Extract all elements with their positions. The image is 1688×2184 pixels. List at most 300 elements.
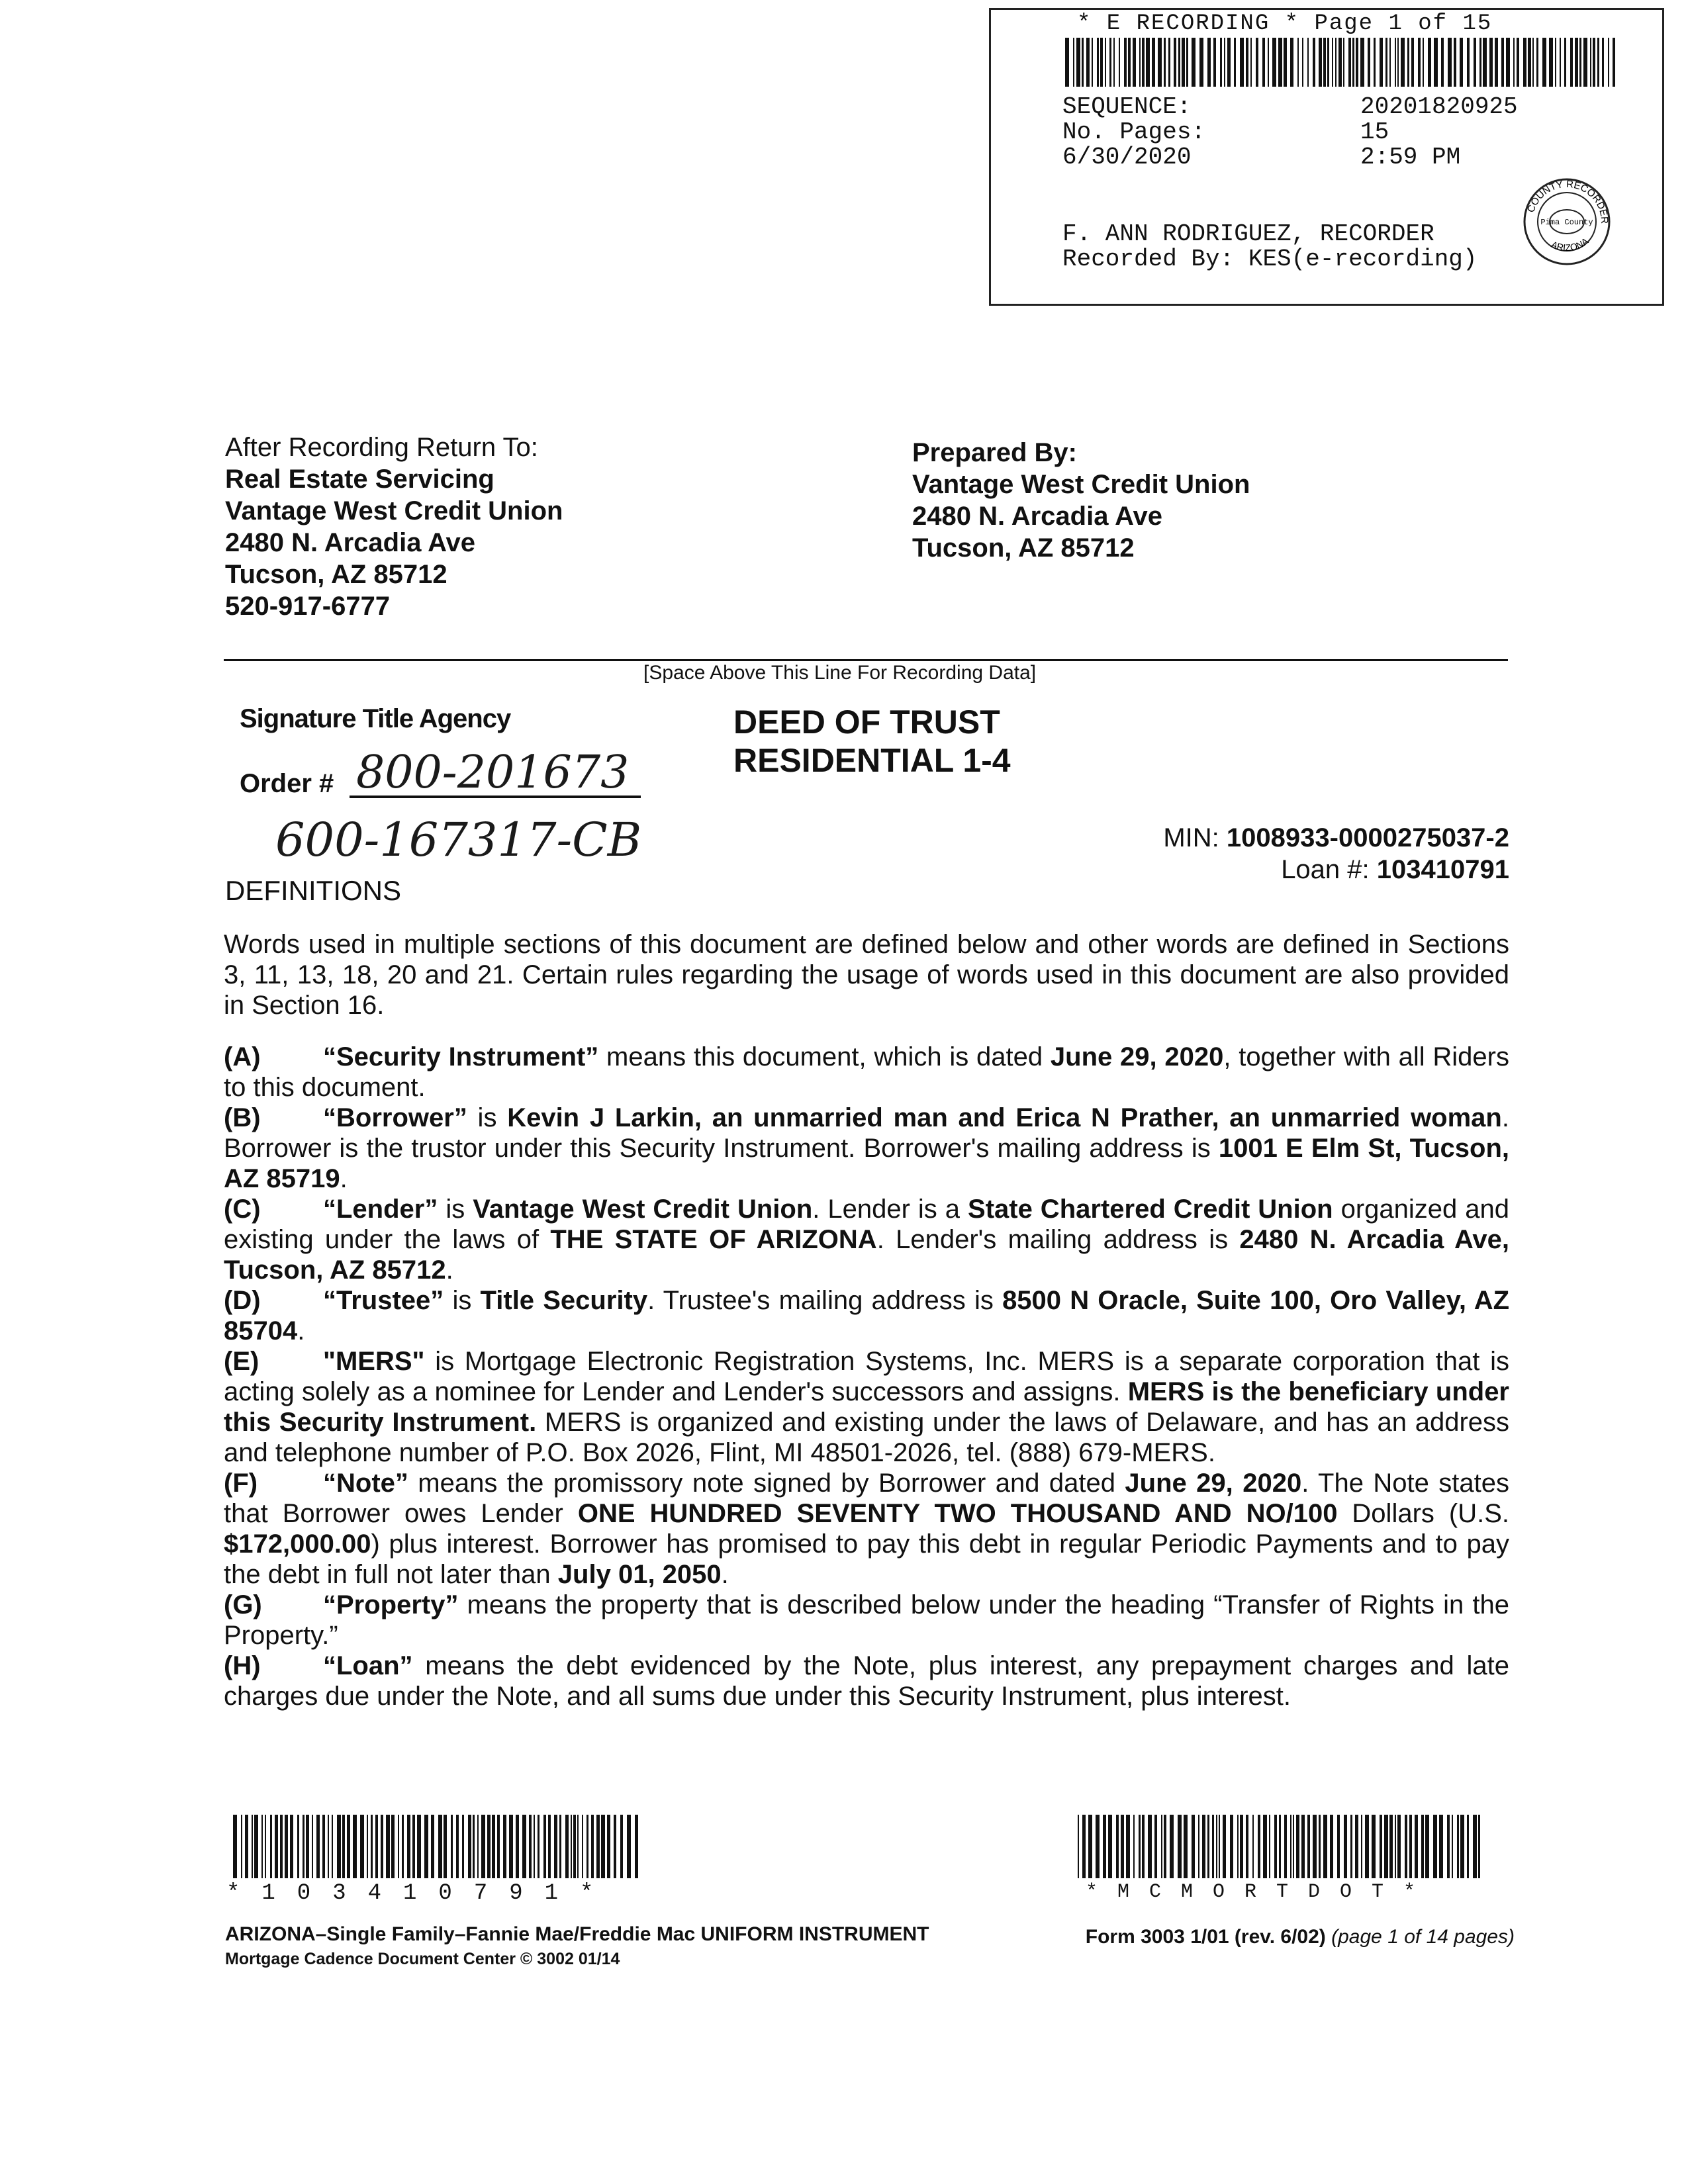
min-value: 1008933-0000275037-2	[1226, 823, 1509, 852]
seal-text-center: Pima County	[1540, 218, 1593, 227]
barcode-bar	[497, 1815, 500, 1878]
return-to-line5: 520-917-6777	[225, 592, 391, 621]
barcode-bar	[529, 1815, 532, 1878]
barcode-bar	[360, 1815, 364, 1878]
barcode-bar	[375, 1815, 378, 1878]
definition-c-state: THE STATE OF ARIZONA	[550, 1225, 877, 1254]
barcode-bar	[1361, 1815, 1362, 1878]
barcode-bar	[559, 1815, 561, 1878]
definition-c-text3: organized and existing under the laws of	[224, 1195, 1509, 1254]
barcode-bar	[1549, 38, 1553, 87]
barcode-bar	[1234, 38, 1236, 87]
barcode-bar	[1199, 38, 1203, 87]
barcode-bar	[1467, 1815, 1469, 1878]
barcode-bar	[1103, 1815, 1106, 1878]
barcode-bar	[582, 1815, 583, 1878]
barcode-bar	[1409, 1815, 1412, 1878]
barcode-bar	[265, 1815, 266, 1878]
barcode-bar	[1355, 1815, 1358, 1878]
barcode-bar	[1284, 38, 1287, 87]
definition-a-term: “Security Instrument”	[323, 1042, 599, 1071]
barcode-bar	[444, 1815, 447, 1878]
barcode-bar	[1252, 1815, 1254, 1878]
recording-date: 6/30/2020	[1062, 144, 1192, 171]
definition-f-text2: . The Note states that Borrower owes Lender	[224, 1469, 1509, 1528]
barcode-bar	[1192, 1815, 1195, 1878]
barcode-bar	[1434, 38, 1438, 87]
barcode-bar	[1220, 38, 1222, 87]
barcode-bar	[1230, 1815, 1233, 1878]
barcode-bar	[1088, 1815, 1092, 1878]
barcode-bar	[1448, 38, 1452, 87]
return-to-line1: Real Estate Servicing	[225, 465, 494, 494]
definition-g-term: “Property”	[323, 1590, 459, 1619]
barcode-bar	[1174, 38, 1176, 87]
barcode-bar	[1352, 38, 1354, 87]
barcode-bar	[548, 1815, 551, 1878]
barcode-bar	[290, 1815, 293, 1878]
return-to-line2: Vantage West Credit Union	[225, 496, 563, 525]
barcode-bar	[1457, 1815, 1459, 1878]
barcode-bar	[1164, 38, 1166, 87]
footer-instrument-line	[225, 1923, 929, 1946]
barcode-bar	[586, 1815, 588, 1878]
barcode-bar	[1207, 1815, 1209, 1878]
barcode-bar	[431, 1815, 434, 1878]
barcode-bar	[1258, 1815, 1260, 1878]
barcode-bar	[1154, 1815, 1157, 1878]
order-number-label: Order #	[240, 769, 334, 798]
barcode-bar	[280, 1815, 283, 1878]
barcode-bar	[1100, 38, 1103, 87]
definition-f-amount: $172,000.00	[224, 1529, 371, 1559]
barcode-bar	[1532, 38, 1534, 87]
barcode-bar	[1262, 38, 1265, 87]
barcode-bar	[1401, 38, 1405, 87]
barcode-bar	[1523, 38, 1526, 87]
barcode-bar	[577, 1815, 579, 1878]
barcode-bar	[1454, 38, 1456, 87]
barcode-bar	[424, 1815, 428, 1878]
recording-header: * E RECORDING * Page 1 of 15	[1077, 11, 1493, 36]
barcode-bar	[1337, 1815, 1340, 1878]
svg-text:ARIZONA	[1550, 236, 1591, 253]
barcode-bar	[596, 1815, 600, 1878]
barcode-bar	[1274, 1815, 1277, 1878]
barcode-bar	[1182, 38, 1185, 87]
barcode-bar	[1460, 1815, 1464, 1878]
barcode-bar	[1421, 1815, 1424, 1878]
barcode-bar	[1296, 1815, 1299, 1878]
barcode-bar	[565, 1815, 569, 1878]
barcode-bar	[1082, 1815, 1086, 1878]
barcode-bar	[1082, 38, 1084, 87]
barcode-bar	[1323, 38, 1326, 87]
definition-c-name: Vantage West Credit Union	[473, 1195, 813, 1224]
barcode-bar	[1479, 38, 1481, 87]
definition-e-bold: MERS is the beneficiary under this Security Instrument.	[224, 1377, 1509, 1437]
barcode-bar	[1579, 38, 1581, 87]
barcode-bar	[241, 1815, 242, 1878]
barcode-bar	[1395, 1815, 1396, 1878]
barcode-bar	[1097, 38, 1099, 87]
definition-f-text1: means the promissory note signed by Borrower and dated	[408, 1469, 1125, 1498]
barcode-bar	[1158, 38, 1162, 87]
barcode-bar	[1418, 38, 1421, 87]
barcode-bar	[1076, 38, 1080, 87]
recorded-by: Recorded By: KES(e-recording)	[1062, 246, 1477, 273]
barcode-bar	[1078, 1815, 1079, 1878]
barcode-bar	[1489, 38, 1493, 87]
barcode-bar	[1186, 38, 1188, 87]
definition-c-type: State Chartered Credit Union	[968, 1195, 1333, 1224]
definition-a-text2: , together with all Riders to this document.	[224, 1042, 1509, 1102]
barcode-bar	[322, 1815, 325, 1878]
definition-f-due-date: July 01, 2050	[557, 1560, 722, 1589]
barcode-bar	[1405, 1815, 1407, 1878]
barcode-bar	[481, 1815, 485, 1878]
barcode-bar	[1313, 1815, 1317, 1878]
barcode-bar	[1447, 1815, 1450, 1878]
barcode-bar	[1389, 38, 1391, 87]
barcode-bar	[1452, 1815, 1453, 1878]
barcode-bar	[1483, 38, 1487, 87]
form-barcode-text: *MCMORTDOT*	[1086, 1881, 1436, 1903]
barcode-bar	[543, 1815, 546, 1878]
barcode-bar	[1501, 38, 1504, 87]
definition-g-text1: means the property that is described below under the heading “Transfer of Rights in the Property.”	[224, 1590, 1509, 1650]
barcode-bar	[1570, 38, 1573, 87]
definition-a-date: June 29, 2020	[1050, 1042, 1224, 1071]
barcode-bar	[1389, 1815, 1393, 1878]
definition-d	[224, 1285, 1509, 1346]
definition-b-text3: .	[340, 1164, 348, 1193]
barcode-bar	[1542, 38, 1546, 87]
barcode-bar	[1073, 38, 1074, 87]
barcode-bar	[1237, 1815, 1239, 1878]
barcode-bar	[1124, 38, 1127, 87]
seal-text-top: COUNTY RECORDER	[1525, 178, 1611, 224]
barcode-bar	[1202, 1815, 1205, 1878]
barcode-bar	[1164, 1815, 1166, 1878]
barcode-bar	[303, 1815, 305, 1878]
barcode-bar	[1113, 38, 1115, 87]
definition-d-text3: .	[297, 1316, 305, 1345]
barcode-bar	[1313, 38, 1315, 87]
barcode-bar	[1126, 1815, 1130, 1878]
definition-c-address: 2480 N. Arcadia Ave, Tucson, AZ 85712	[224, 1225, 1510, 1285]
barcode-bar	[1433, 1815, 1437, 1878]
definition-c	[224, 1194, 1509, 1285]
loan-barcode	[233, 1815, 643, 1878]
barcode-bar	[1268, 38, 1269, 87]
barcode-bar	[342, 1815, 345, 1878]
barcode-bar	[297, 1815, 299, 1878]
barcode-bar	[1119, 38, 1120, 87]
barcode-bar	[534, 1815, 535, 1878]
definition-h	[224, 1651, 1509, 1711]
barcode-bar	[1290, 38, 1293, 87]
barcode-bar	[1152, 38, 1155, 87]
barcode-bar	[1108, 1815, 1112, 1878]
barcode-bar	[316, 1815, 320, 1878]
definition-b	[224, 1103, 1509, 1194]
pages-value: 15	[1360, 118, 1389, 146]
barcode-bar	[1284, 1815, 1287, 1878]
barcode-bar	[1460, 38, 1463, 87]
barcode-bar	[1597, 38, 1599, 87]
barcode-bar	[635, 1815, 638, 1878]
definition-a-label: (A)	[224, 1042, 261, 1071]
barcode-bar	[462, 1815, 464, 1878]
barcode-bar	[522, 1815, 526, 1878]
definition-c-text1: is	[438, 1195, 473, 1224]
barcode-bar	[1423, 38, 1424, 87]
definition-g-label: (G)	[224, 1590, 262, 1619]
form-barcode	[1078, 1815, 1481, 1878]
barcode-bar	[1178, 38, 1180, 87]
barcode-bar	[573, 1815, 576, 1878]
barcode-bar	[1323, 1815, 1327, 1878]
seal-text-bottom: ARIZONA	[1550, 235, 1591, 253]
min-label: MIN:	[1163, 823, 1219, 852]
barcode-bar	[386, 1815, 390, 1878]
barcode-bar	[1184, 1815, 1188, 1878]
definition-b-label: (B)	[224, 1103, 261, 1132]
sequence-value: 20201820925	[1360, 93, 1518, 120]
prepared-by-label: Prepared By:	[912, 438, 1077, 467]
barcode-bar	[503, 1815, 506, 1878]
barcode-bar	[1385, 38, 1387, 87]
barcode-bar	[1536, 38, 1538, 87]
sequence-label: SEQUENCE:	[1062, 93, 1192, 120]
barcode-bar	[1092, 38, 1093, 87]
barcode-bar	[1142, 38, 1145, 87]
barcode-bar	[1161, 1815, 1162, 1878]
definition-e-text2: MERS is organized and existing under the laws of Delaware, and has an address and telephone number of P.O. Box 2026, Flint, MI 48501-2026, tel. (888) 679-MERS.	[224, 1408, 1510, 1467]
barcode-bar	[407, 1815, 410, 1878]
barcode-bar	[1555, 38, 1556, 87]
definition-h-text1: means the debt evidenced by the Note, plus interest, any prepayment charges and late charges due under the Note, and all sums due under this Security Instrument, plus interest.	[224, 1651, 1509, 1711]
barcode-bar	[1608, 38, 1609, 87]
definition-f-date: June 29, 2020	[1125, 1469, 1302, 1498]
barcode-bar	[554, 1815, 557, 1878]
barcode-bar	[1279, 1815, 1281, 1878]
barcode-bar	[1216, 1815, 1217, 1878]
recording-stamp	[989, 8, 1664, 306]
barcode-bar	[367, 1815, 368, 1878]
barcode-bar	[1602, 38, 1604, 87]
barcode-bar	[1272, 38, 1276, 87]
barcode-bar	[252, 1815, 253, 1878]
definition-f-label: (F)	[224, 1469, 258, 1498]
definitions-intro: Words used in multiple sections of this document are defined below and other words are defined in Sections 3, 11, 13, 18, 20 and 21. Certain rules regarding the usage of words used in this document are also provided in Section 16.	[224, 930, 1509, 1020]
order-number-handwritten-secondary: 600-167317-CB	[275, 813, 642, 867]
return-to-block	[225, 432, 563, 622]
pages-label: No. Pages:	[1062, 118, 1206, 146]
barcode-bar	[1198, 1815, 1199, 1878]
barcode-bar	[1302, 38, 1303, 87]
barcode-bar	[1250, 38, 1252, 87]
barcode-bar	[1415, 1815, 1418, 1878]
barcode-bar	[1613, 38, 1615, 87]
footer-state: ARIZONA	[225, 1923, 316, 1945]
barcode-bar	[1133, 38, 1136, 87]
barcode-bar	[1105, 38, 1106, 87]
barcode-bar	[1344, 1815, 1347, 1878]
barcode-bar	[261, 1815, 263, 1878]
barcode-bar	[353, 1815, 357, 1878]
barcode-bar	[1560, 38, 1561, 87]
document-title	[733, 703, 1011, 780]
barcode-bar	[1212, 1815, 1214, 1878]
barcode-bar	[1170, 1815, 1174, 1878]
barcode-bar	[1148, 1815, 1152, 1878]
definition-e-text1: is Mortgage Electronic Registration Systems, Inc. MERS is a separate corporation that is acting solely as a nominee for Lender and Lender's successors and assigns.	[224, 1347, 1509, 1406]
definition-d-address: 8500 N Oracle, Suite 100, Oro Valley, AZ 85704	[224, 1286, 1510, 1345]
barcode-bar	[1319, 38, 1322, 87]
definition-b-term: “Borrower”	[323, 1103, 467, 1132]
definition-e-term: "MERS"	[323, 1347, 425, 1376]
barcode-bar	[1384, 1815, 1388, 1878]
barcode-bar	[312, 1815, 313, 1878]
barcode-bar	[1439, 1815, 1443, 1878]
barcode-bar	[1348, 38, 1351, 87]
order-number-handwritten: 800-201673	[356, 747, 630, 799]
definition-a	[224, 1042, 1509, 1103]
barcode-bar	[1307, 1815, 1310, 1878]
barcode-bar	[1350, 1815, 1352, 1878]
barcode-bar	[1240, 1815, 1243, 1878]
barcode-bar	[1219, 1815, 1220, 1878]
barcode-bar	[516, 1815, 519, 1878]
loan-identifiers	[1163, 822, 1509, 886]
barcode-bar	[1307, 38, 1309, 87]
barcode-bar	[347, 1815, 350, 1878]
barcode-bar	[371, 1815, 373, 1878]
definition-f-text3: Dollars (U.S.	[1337, 1499, 1509, 1528]
definition-d-term: “Trustee”	[323, 1286, 444, 1315]
barcode-bar	[306, 1815, 309, 1878]
loan-value: 103410791	[1376, 855, 1509, 884]
title-agency-name: Signature Title Agency	[240, 704, 511, 733]
footer-instrument-text: –Single Family–Fannie Mae/Freddie Mac UNIFORM INSTRUMENT	[315, 1923, 929, 1945]
barcode-bar	[1441, 38, 1444, 87]
definition-f-text5: .	[721, 1560, 729, 1589]
footer-page-count: (page 1 of 14 pages)	[1331, 1926, 1515, 1948]
definition-c-text5: .	[445, 1255, 453, 1285]
barcode-bar	[1368, 38, 1370, 87]
barcode-bar	[1178, 1815, 1182, 1878]
barcode-bar	[1256, 38, 1258, 87]
barcode-bar	[1411, 38, 1414, 87]
barcode-bar	[1335, 38, 1336, 87]
barcode-bar	[1207, 38, 1211, 87]
barcode-bar	[620, 1815, 623, 1878]
barcode-bar	[1139, 1815, 1141, 1878]
barcode-bar	[1227, 38, 1231, 87]
barcode-bar	[1263, 1815, 1267, 1878]
barcode-bar	[1297, 38, 1299, 87]
barcode-bar	[1168, 38, 1170, 87]
barcode-bar	[1332, 38, 1333, 87]
barcode-bar	[275, 1815, 278, 1878]
barcode-bar	[1065, 38, 1069, 87]
definition-a-text1: means this document, which is dated	[598, 1042, 1051, 1071]
barcode-bar	[1365, 1815, 1369, 1878]
barcode-bar	[1564, 38, 1566, 87]
barcode-bar	[607, 1815, 610, 1878]
barcode-bar	[245, 1815, 248, 1878]
barcode-bar	[571, 1815, 572, 1878]
barcode-bar	[1278, 38, 1282, 87]
barcode-bar	[477, 1815, 479, 1878]
barcode-bar	[1121, 1815, 1124, 1878]
barcode-bar	[285, 1815, 288, 1878]
barcode-bar	[1096, 1815, 1100, 1878]
definition-b-text1: is	[467, 1103, 508, 1132]
barcode-bar	[1380, 38, 1383, 87]
county-seal-icon	[1521, 175, 1613, 268]
definition-h-term: “Loan”	[323, 1651, 413, 1680]
barcode-bar	[1372, 1815, 1376, 1878]
barcode-bar	[1269, 1815, 1270, 1878]
barcode-bar	[391, 1815, 395, 1878]
document-title-line2: RESIDENTIAL 1-4	[733, 742, 1011, 779]
barcode-bar	[487, 1815, 491, 1878]
prepared-by-block	[912, 437, 1250, 564]
barcode-bar	[1223, 1815, 1226, 1878]
definition-c-label: (C)	[224, 1195, 261, 1224]
definition-d-label: (D)	[224, 1286, 261, 1315]
barcode-bar	[1133, 1815, 1135, 1878]
barcode-bar	[1473, 1815, 1477, 1878]
barcode-bar	[1583, 38, 1587, 87]
barcode-bar	[1478, 1815, 1480, 1878]
barcode-bar	[1330, 1815, 1333, 1878]
barcode-bar	[1224, 38, 1225, 87]
barcode-bar	[456, 1815, 459, 1878]
barcode-bar	[417, 1815, 421, 1878]
return-to-label: After Recording Return To:	[225, 433, 538, 462]
barcode-bar	[1290, 1815, 1291, 1878]
barcode-bar	[1240, 38, 1244, 87]
barcode-bar	[1142, 1815, 1145, 1878]
barcode-bar	[1467, 38, 1470, 87]
barcode-bar	[1109, 38, 1111, 87]
loan-label: Loan #:	[1281, 855, 1370, 884]
barcode-bar	[614, 1815, 616, 1878]
barcode-bar	[1495, 38, 1498, 87]
barcode-bar	[509, 1815, 513, 1878]
definition-d-text1: is	[444, 1286, 481, 1315]
recording-barcode	[1065, 38, 1621, 87]
barcode-bar	[627, 1815, 631, 1878]
barcode-bar	[328, 1815, 329, 1878]
barcode-bar	[1506, 38, 1510, 87]
definition-c-text4: . Lender's mailing address is	[876, 1225, 1240, 1254]
recording-time: 2:59 PM	[1360, 144, 1461, 171]
definition-h-label: (H)	[224, 1651, 261, 1680]
barcode-bar	[1327, 38, 1329, 87]
barcode-bar	[332, 1815, 333, 1878]
barcode-bar	[270, 1815, 272, 1878]
barcode-bar	[1086, 38, 1090, 87]
barcode-bar	[1246, 38, 1248, 87]
barcode-bar	[468, 1815, 471, 1878]
definitions-list	[224, 1042, 1509, 1711]
footer-form-info	[1086, 1926, 1515, 1948]
